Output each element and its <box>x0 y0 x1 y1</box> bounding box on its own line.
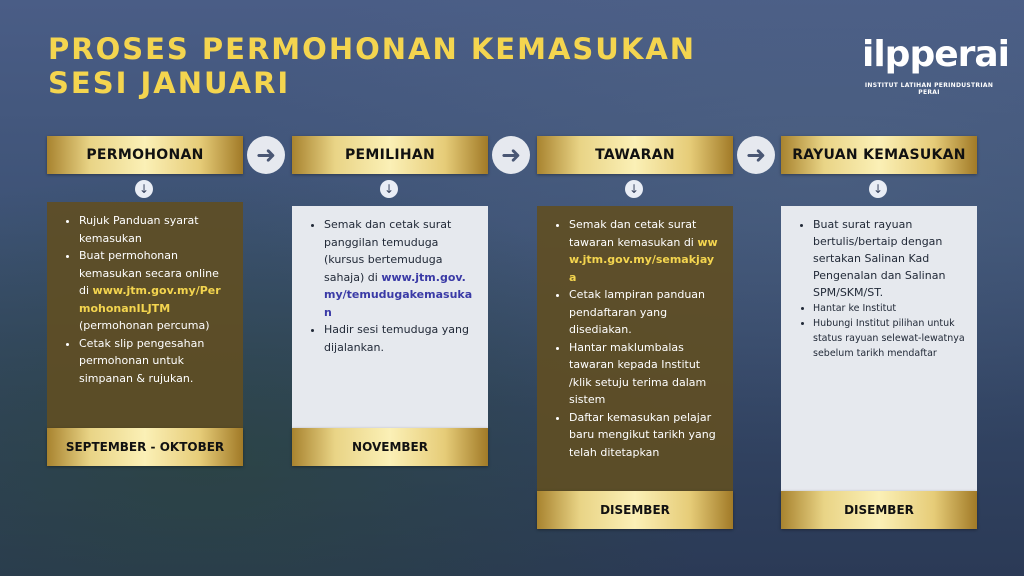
list-item: • Daftar kemasukan pelajar baru mengikut tarikh yang telah ditetapkan <box>569 409 721 462</box>
step-heading: TAWARAN <box>537 136 733 174</box>
step-pemilihan <box>292 136 488 454</box>
arrow-right-icon: ➜ <box>737 136 775 174</box>
list-item: • Rujuk Panduan syarat kemasukan <box>79 212 231 247</box>
list-item: • Hantar maklumbalas tawaran kepada Institut /klik setuju terima dalam sistem <box>569 339 721 409</box>
arrow-down-icon: ↓ <box>625 180 643 198</box>
arrow-down-icon: ↓ <box>135 180 153 198</box>
step-content <box>292 206 488 428</box>
title-line-1: PROSES PERMOHONAN KEMASUKAN <box>48 32 697 66</box>
list-item: • Semak dan cetak surat tawaran kemasukan di www.jtm.gov.my/semakjaya <box>569 216 721 286</box>
arrow-down-icon: ↓ <box>380 180 398 198</box>
arrow-down-icon: ↓ <box>869 180 887 198</box>
step-content <box>537 206 733 491</box>
step-heading: RAYUAN KEMASUKAN <box>781 136 977 174</box>
list-item: • Hubungi Institut pilihan untuk status rayuan selewat-lewatnya sebelum tarikh mendaftar <box>813 316 965 361</box>
list-item: • Hadir sesi temuduga yang dijalankan. <box>324 321 476 356</box>
list-item: • Hantar ke Institut <box>813 301 965 316</box>
step-period: NOVEMBER <box>292 428 488 466</box>
list-item: • Cetak slip pengesahan permohonan untuk simpanan & rujukan. <box>79 335 231 388</box>
list-item: • Cetak lampiran panduan pendaftaran yang disediakan. <box>569 286 721 339</box>
temuduga-link[interactable]: www.jtm.gov.my/temudugakemasukan <box>324 270 473 319</box>
step-heading: PEMILIHAN <box>292 136 488 174</box>
permohonan-link[interactable]: www.jtm.gov.my/PermohonanILJTM <box>79 284 221 315</box>
list-item: • Buat surat rayuan bertulis/bertaip dengan sertakan Salinan Kad Pengenalan dan Salinan SPM/SKM/ST. <box>813 216 965 301</box>
list-item: • Buat permohonan kemasukan secara online di www.jtm.gov.my/PermohonanILJTM (permohonan percuma) <box>79 247 231 335</box>
step-period: DISEMBER <box>537 491 733 529</box>
title-line-2: SESI JANUARI <box>48 66 291 100</box>
arrow-right-icon: ➜ <box>492 136 530 174</box>
step-content <box>47 202 243 428</box>
page-title <box>48 32 696 100</box>
step-period: SEPTEMBER - OKTOBER <box>47 428 243 466</box>
step-tawaran <box>537 136 733 517</box>
logo-wordmark: ilpperai <box>862 34 1010 75</box>
step-heading: PERMOHONAN <box>47 136 243 174</box>
list-item: • Semak dan cetak surat panggilan temuduga (kursus bertemuduga sahaja) di www.jtm.gov.my/temudugakemasukan <box>324 216 476 321</box>
semakjaya-link[interactable]: www.jtm.gov.my/semakjaya <box>569 235 718 284</box>
step-content <box>781 206 977 491</box>
step-permohonan <box>47 136 243 454</box>
step-period: DISEMBER <box>781 491 977 529</box>
logo-subtitle: INSTITUT LATIHAN PERINDUSTRIAN PERAI <box>864 82 994 96</box>
step-rayuan-kemasukan <box>781 136 977 517</box>
ilpperai-logo <box>862 34 1010 96</box>
arrow-right-icon: ➜ <box>247 136 285 174</box>
